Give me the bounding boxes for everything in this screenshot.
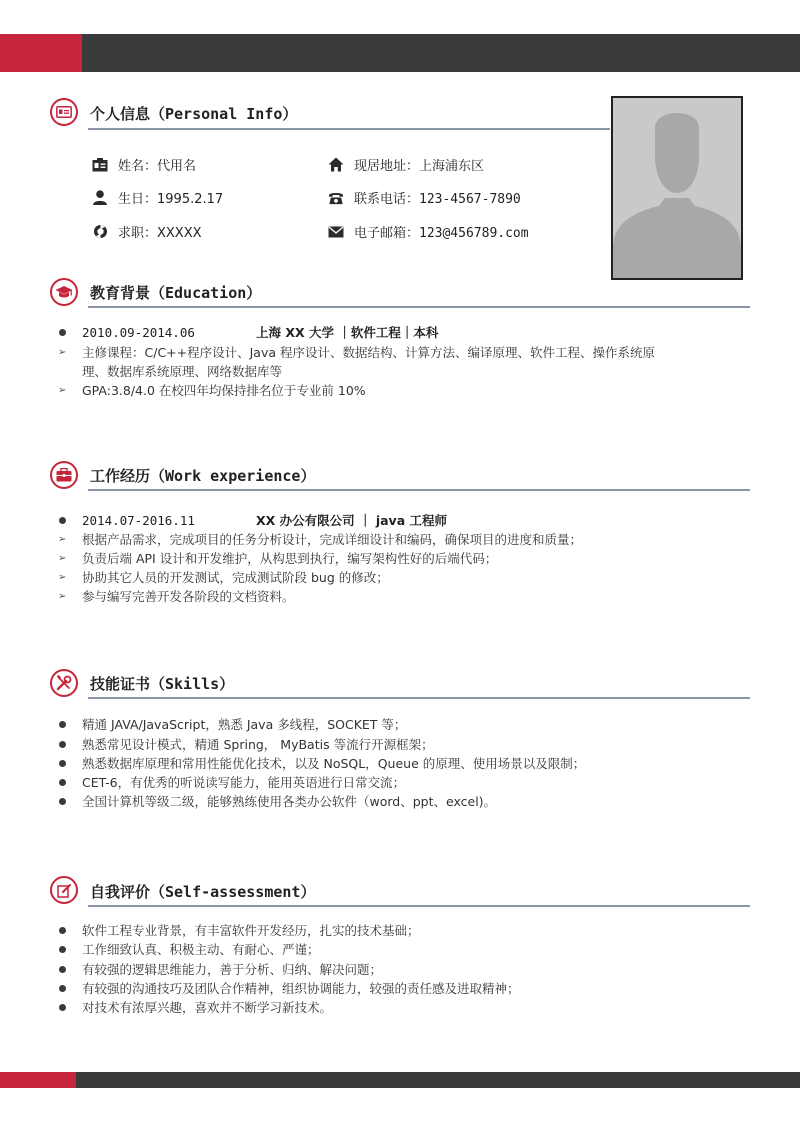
bullet-dot (59, 798, 66, 805)
bullet-dot (59, 779, 66, 786)
skill-item-text: 全国计算机等级二级，能够熟练使用各类办公软件（word、ppt、excel)。 (82, 794, 497, 809)
top-band (0, 34, 800, 72)
id-badge-icon (92, 157, 108, 173)
work-company: XX 办公有限公司 ｜ java 工程师 (256, 513, 447, 528)
work-item-text: 负责后端 API 设计和开发维护，从构思到执行，编写架构性好的后端代码； (82, 551, 498, 566)
id-card-icon (50, 98, 78, 126)
bullet-dot (59, 517, 66, 524)
self-assessment-divider (88, 905, 750, 907)
work-divider (88, 489, 750, 491)
bullet-dot (59, 985, 66, 992)
phone-row (328, 188, 521, 207)
arrow-bullet-icon: ➢ (58, 346, 67, 358)
home-icon (328, 157, 344, 173)
self-item (58, 960, 382, 978)
arrow-bullet-icon: ➢ (58, 571, 67, 583)
edit-icon (50, 876, 78, 904)
address-text: 现居地址：上海浦东区 (354, 159, 485, 174)
bottom-band (0, 1072, 800, 1088)
skills-title: 技能证书（Skills） (90, 675, 235, 693)
email-row (328, 222, 529, 241)
job-text: 求职：XXXXX (118, 226, 202, 241)
work-title: 工作经历（Work experience） (90, 467, 316, 485)
bottom-band-accent (0, 1072, 76, 1088)
skill-item-text: 精通 JAVA/JavaScript，熟悉 Java 多线程，SOCKET 等； (82, 717, 407, 732)
job-row (92, 222, 202, 241)
education-date: 2010.09-2014.06 (82, 324, 195, 340)
work-item (58, 568, 389, 586)
personal-info-title: 个人信息（Personal Info） (90, 105, 298, 123)
personal-info-divider (88, 128, 610, 130)
self-item-text: 有较强的逻辑思维能力，善于分析、归纳、解决问题； (82, 962, 383, 977)
tools-icon (50, 669, 78, 697)
top-band-dark (82, 34, 800, 72)
education-gpa-row (58, 381, 366, 399)
briefcase-icon (50, 461, 78, 489)
education-courses-line2: 理、数据库系统原理、网络数据库等 (82, 364, 283, 379)
bullet-dot (59, 1004, 66, 1011)
arrow-bullet-icon: ➢ (58, 384, 67, 396)
work-item (58, 549, 497, 567)
education-courses-row (58, 343, 655, 361)
name-text: 姓名：代用名 (118, 159, 197, 174)
work-item-text: 参与编写完善开发各阶段的文档资料。 (82, 589, 295, 604)
work-item (58, 530, 582, 548)
phone-icon (328, 190, 344, 206)
education-courses-line1: 主修课程：C/C++程序设计、Java 程序设计、数据结构、计算方法、编译原理、软件工程、操作系统原 (82, 345, 655, 360)
skill-item-text: 熟悉常见设计模式，精通 Spring， MyBatis 等流行开源框架； (82, 737, 434, 752)
bullet-dot (59, 966, 66, 973)
work-date: 2014.07-2016.11 (82, 512, 195, 528)
phone-text: 联系电话：123-4567-7890 (354, 192, 521, 207)
bullet-dot (59, 927, 66, 934)
graduation-cap-icon (50, 278, 78, 306)
arrow-bullet-icon: ➢ (58, 552, 67, 564)
skill-item (58, 773, 405, 791)
education-divider (88, 306, 750, 308)
education-title: 教育背景（Education） (90, 284, 262, 302)
bullet-dot (59, 721, 66, 728)
self-assessment-title: 自我评价（Self-assessment） (90, 883, 316, 901)
self-item (58, 998, 332, 1016)
person-icon (92, 190, 108, 206)
self-item (58, 921, 420, 939)
self-item (58, 979, 520, 997)
bullet-dot (59, 741, 66, 748)
name-row (92, 155, 196, 174)
bullet-dot (59, 946, 66, 953)
profile-photo-placeholder (611, 96, 743, 280)
refresh-icon (92, 224, 108, 240)
bullet-dot (59, 760, 66, 767)
education-school: 上海 XX 大学 ｜软件工程｜本科 (256, 325, 439, 340)
skill-item (58, 754, 585, 772)
work-item-text: 协助其它人员的开发测试，完成测试阶段 bug 的修改； (82, 570, 389, 585)
self-item-text: 有较强的沟通技巧及团队合作精神，组织协调能力，较强的责任感及进取精神； (82, 981, 520, 996)
skill-item (58, 715, 406, 733)
arrow-bullet-icon: ➢ (58, 533, 67, 545)
arrow-bullet-icon: ➢ (58, 590, 67, 602)
envelope-icon (328, 224, 344, 240)
work-item (58, 587, 295, 605)
bottom-band-dark (76, 1072, 800, 1088)
skill-item (58, 792, 496, 810)
skills-divider (88, 697, 750, 699)
self-item-text: 对技术有浓厚兴趣，喜欢并不断学习新技术。 (82, 1000, 333, 1015)
work-item-text: 根据产品需求，完成项目的任务分析设计，完成详细设计和编码，确保项目的进度和质量； (82, 532, 583, 547)
skill-item-text: 熟悉数据库原理和常用性能优化技术，以及 NoSQL，Queue 的原理、使用场景以及限制； (82, 756, 586, 771)
education-header-row (58, 323, 438, 341)
skill-item (58, 735, 434, 753)
address-row (328, 155, 484, 174)
birthday-text: 生日：1995.2.17 (118, 192, 224, 207)
self-item (58, 940, 320, 958)
birthday-row (92, 188, 223, 207)
skill-item-text: CET-6，有优秀的听说读写能力，能用英语进行日常交流； (82, 775, 406, 790)
top-band-accent (0, 34, 82, 72)
bullet-dot (59, 329, 66, 336)
self-item-text: 工作细致认真、积极主动、有耐心、严谨； (82, 942, 320, 957)
work-header-row (58, 511, 447, 529)
email-text: 电子邮箱：123@456789.com (354, 226, 529, 241)
self-item-text: 软件工程专业背景，有丰富软件开发经历，扎实的技术基础； (82, 923, 420, 938)
education-gpa: GPA:3.8/4.0 在校四年均保持排名位于专业前 10% (82, 383, 366, 398)
